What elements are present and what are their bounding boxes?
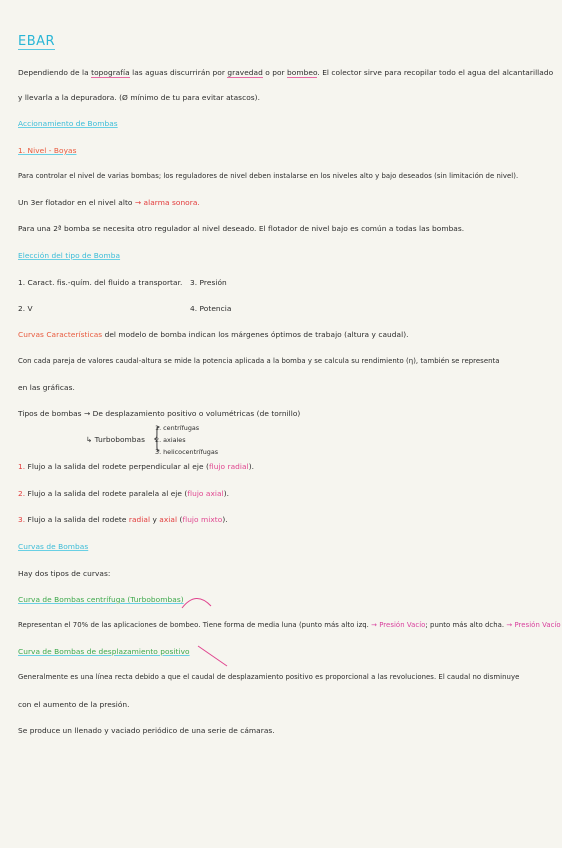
eleccion-item-1: 1. Caract. fis.-quím. del fluido a transportar. <box>18 278 183 287</box>
centrifuga-text: ; punto más alto dcha. <box>425 621 507 629</box>
flujo-axial: flujo axial <box>187 489 224 498</box>
alarma-sonora: → alarma sonora. <box>134 198 200 207</box>
curvas-intro: Hay dos tipos de curvas: <box>18 569 111 578</box>
intro-text: Dependiendo de la <box>18 68 92 77</box>
num-3: 3. <box>18 515 26 524</box>
curva-centrifuga-heading: Curva de Bombas centrífuga (Turbobombas) <box>18 595 184 604</box>
straight-line-curve-icon <box>196 644 230 668</box>
flujo-text: ). <box>222 515 228 524</box>
flujo-text: ( <box>177 515 183 524</box>
intro-line-2: y llevarla a la depuradora. (Ø mínimo de tu para evitar atascos). <box>18 93 260 102</box>
intro-line-1 <box>18 68 553 77</box>
flujo-text: Flujo a la salida del rodete <box>25 515 129 524</box>
flujo-3 <box>18 515 228 524</box>
intro-text: . El colector sirve para recopilar todo el agua del alcantarillado <box>317 68 554 77</box>
flujo-text: y <box>150 515 160 524</box>
flujo-mixto: flujo mixto <box>182 515 223 524</box>
flujo-text: Flujo a la salida del rodete perpendicular al eje ( <box>25 462 209 471</box>
page-title: EBAR <box>18 34 56 49</box>
flujo-text: Flujo a la salida del rodete paralela al eje ( <box>25 489 188 498</box>
flujo-2 <box>18 489 229 498</box>
presion-vacio-2: → Presión Vacío <box>506 621 561 629</box>
brace-icon: { <box>152 421 161 454</box>
subheading-nivel-boyas: 1. Nivel - Boyas <box>18 146 77 155</box>
sub-axiales: 2. axiales <box>155 436 186 444</box>
accionamiento-paragraph-3: Para una 2ª bomba se necesita otro regulador al nivel deseado. El flotador de nivel bajo es común a todas las bombas. <box>18 224 465 233</box>
curva-centrifuga-text <box>18 621 561 629</box>
desplazamiento-paragraph-1: Generalmente es una línea recta debido a que el caudal de desplazamiento positivo es proporcional a las revoluciones. El caudal no disminuye <box>18 673 520 681</box>
sub-centrifugas: 1. centrífugas <box>155 424 200 432</box>
num-1: 1. <box>18 462 26 471</box>
intro-text: o por <box>262 68 288 77</box>
word-axial: axial <box>159 515 178 524</box>
num-2: 2. <box>18 489 26 498</box>
term-gravedad: gravedad <box>227 68 263 77</box>
term-bombeo: bombeo <box>287 68 318 77</box>
curvas-caracteristicas-line <box>18 330 409 339</box>
curva-desplazamiento-heading: Curva de Bombas de desplazamiento positivo <box>18 647 190 656</box>
desplazamiento-paragraph-3: Se produce un llenado y vaciado periódico de una serie de cámaras. <box>18 726 275 735</box>
curvas-paragraph-3: en las gráficas. <box>18 383 75 392</box>
sub-helicocentrifugas: 3. helicocentrífugas <box>155 448 219 456</box>
flujo-radial: flujo radial <box>208 462 249 471</box>
turbobombas: ↳ Turbobombas <box>86 435 146 444</box>
curvas-paragraph-2: Con cada pareja de valores caudal-altura se mide la potencia aplicada a la bomba y se calcula su rendimiento (η), también se representa <box>18 357 500 365</box>
half-moon-curve-icon <box>180 594 214 610</box>
flujo-text: ). <box>223 489 230 498</box>
curvas-text: del modelo de bomba indican los márgenes óptimos de trabajo (altura y caudal). <box>102 330 409 339</box>
heading-curvas-de-bombas: Curvas de Bombas <box>18 542 89 551</box>
flujo-text: ). <box>248 462 255 471</box>
word-radial: radial <box>128 515 151 524</box>
heading-accionamiento: Accionamiento de Bombas <box>18 119 118 128</box>
accionamiento-paragraph-1: Para controlar el nivel de varias bombas; los reguladores de nivel deben instalarse en los niveles alto y bajo deseados (sin limitación de nivel). <box>18 172 519 180</box>
centrifuga-text: Representan el 70% de las aplicaciones de bombeo. Tiene forma de media luna (punto más alto izq. <box>18 621 372 629</box>
presion-vacio-1: → Presión Vacío <box>371 621 426 629</box>
curvas-caracteristicas-label: Curvas Características <box>18 330 103 339</box>
p2-text: Un 3er flotador en el nivel alto <box>18 198 135 207</box>
flujo-1 <box>18 462 254 471</box>
tipos-de-bombas: Tipos de bombas → De desplazamiento positivo o volumétricas (de tornillo) <box>18 409 301 418</box>
eleccion-item-3: 3. Presión <box>190 278 227 287</box>
term-topografia: topografía <box>91 68 130 77</box>
heading-eleccion: Elección del tipo de Bomba <box>18 251 121 260</box>
desplazamiento-paragraph-2: con el aumento de la presión. <box>18 700 130 709</box>
accionamiento-paragraph-2 <box>18 198 200 207</box>
intro-text: las aguas discurrirán por <box>129 68 228 77</box>
eleccion-item-2: 2. V <box>18 304 33 313</box>
eleccion-item-4: 4. Potencia <box>190 304 232 313</box>
